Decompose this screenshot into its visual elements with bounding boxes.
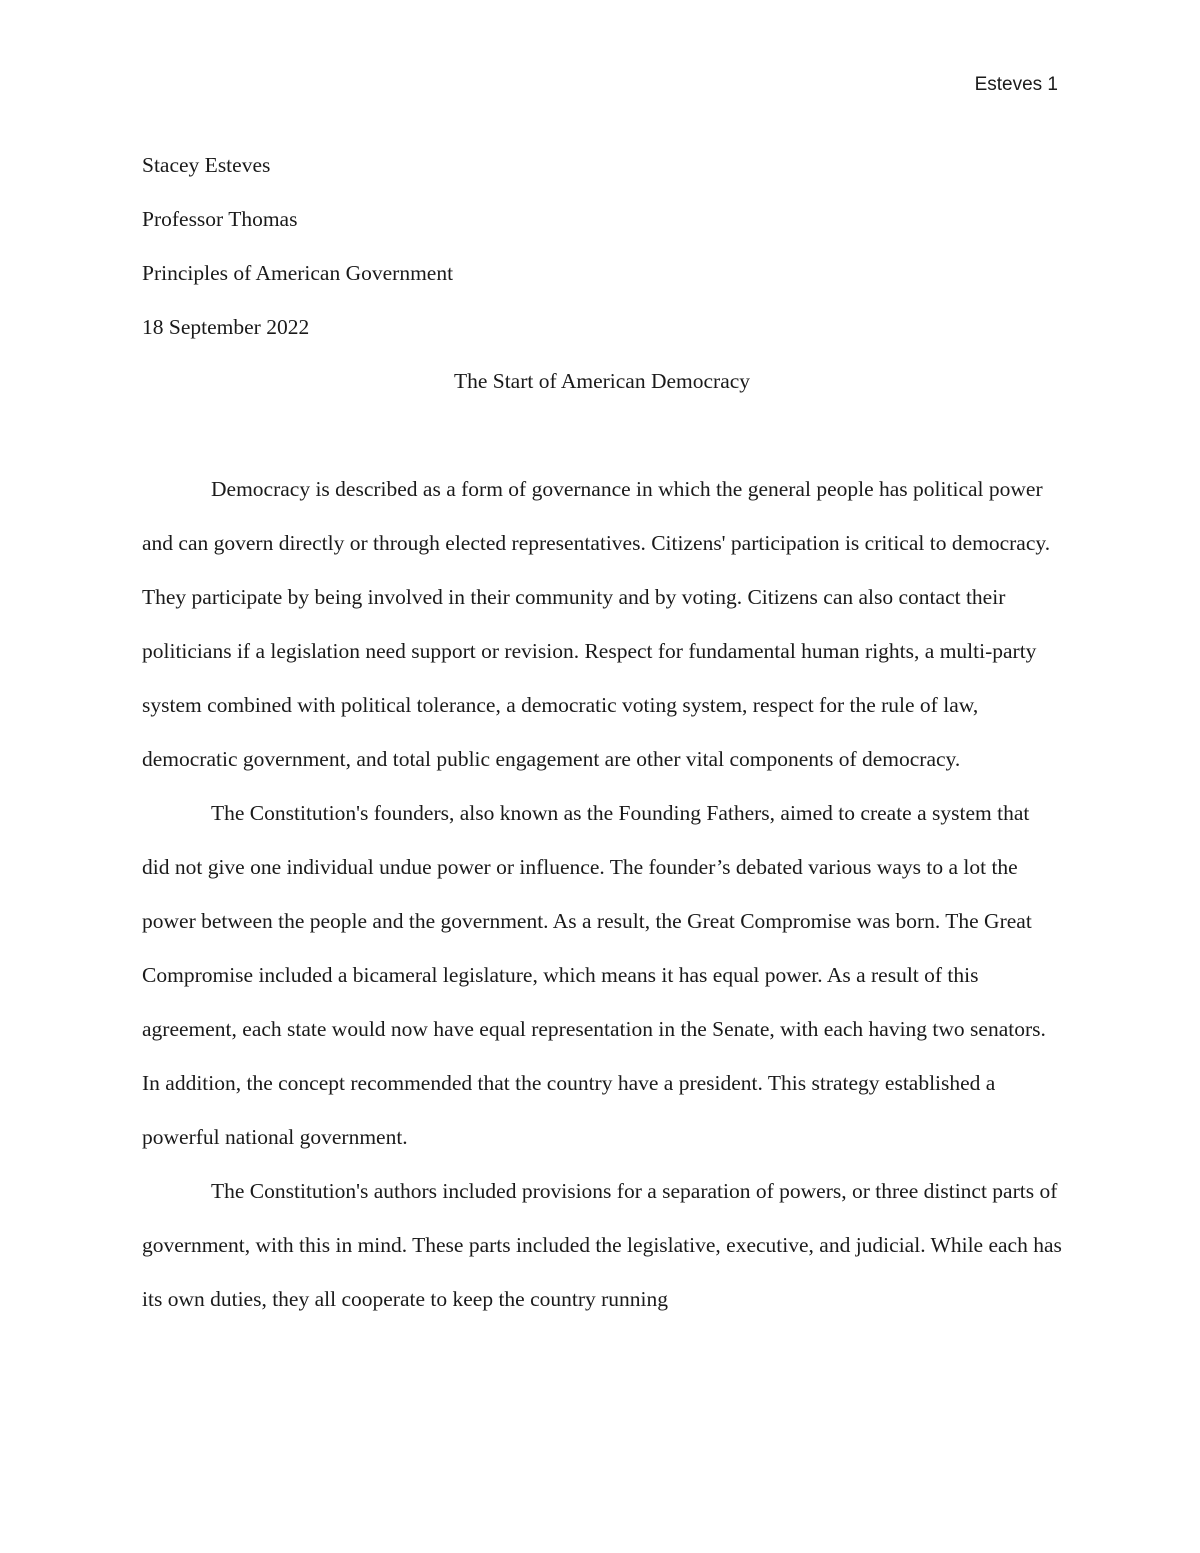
- paragraph-1: Democracy is described as a form of governance in which the general people has political power and can govern directly or through elected representatives. Citizens' participation is critical to democracy. They participate by being involved in their community and by voting. Citizens can also contact their politicians if a legislation need support or revision. Respect for fundamental human rights, a multi-party system combined with political tolerance, a democratic voting system, respect for the rule of law, democratic government, and total public engagement are other vital components of democracy.: [142, 477, 1051, 771]
- running-header: Esteves 1: [974, 74, 1058, 95]
- document-title: The Start of American Democracy: [453, 369, 751, 393]
- document-date: 18 September 2022: [142, 315, 310, 339]
- student-name: Stacey Esteves: [142, 153, 271, 177]
- paragraph-3: The Constitution's authors included provisions for a separation of powers, or three distinct parts of government, with this in mind. These parts included the legislative, executive, and judicial. While each has its own duties, they all cooperate to keep the country running: [142, 1179, 1062, 1311]
- document-body: [142, 138, 1062, 1326]
- paragraph-2: The Constitution's founders, also known as the Founding Fathers, aimed to create a system that did not give one individual undue power or influence. The founder’s debated various ways to a lot the power between the people and the government. As a result, the Great Compromise was born. The Great Compromise included a bicameral legislature, which means it has equal power. As a result of this agreement, each state would now have equal representation in the Senate, with each having two senators. In addition, the concept recommended that the country have a president. This strategy established a powerful national government.: [142, 801, 1046, 1149]
- professor-name: Professor Thomas: [142, 207, 298, 231]
- title-spacer: [142, 408, 1062, 462]
- course-name: Principles of American Government: [142, 261, 454, 285]
